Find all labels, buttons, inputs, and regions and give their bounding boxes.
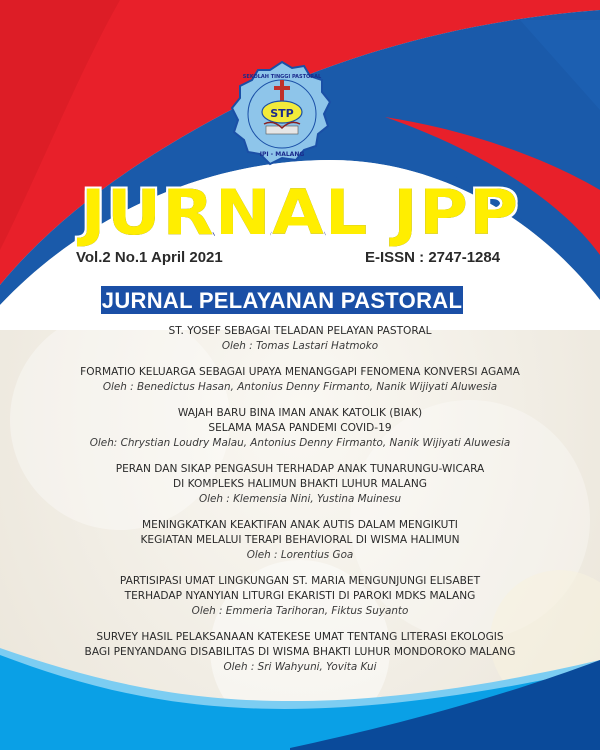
article-title: SELAMA MASA PANDEMI COVID-19 bbox=[208, 422, 392, 434]
journal-title-wrap bbox=[0, 176, 600, 249]
journal-subtitle-banner: JURNAL PELAYANAN PASTORAL bbox=[101, 288, 463, 313]
article-title: KEGIATAN MELALUI TERAPI BEHAVIORAL DI WISMA HALIMUN bbox=[140, 534, 460, 546]
article-item bbox=[0, 462, 600, 506]
article-title: TERHADAP NYANYIAN LITURGI EKARISTI DI PAROKI MDKS MALANG bbox=[124, 590, 476, 602]
article-list bbox=[0, 324, 600, 686]
stp-logo bbox=[230, 60, 334, 170]
logo-top-text: SEKOLAH TINGGI PASTORAL bbox=[242, 74, 322, 80]
article-title: WAJAH BARU BINA IMAN ANAK KATOLIK (BIAK) bbox=[177, 407, 423, 419]
article-author: Oleh : Sri Wahyuni, Yovita Kui bbox=[223, 661, 377, 673]
article-title: FORMATIO KELUARGA SEBAGAI UPAYA MENANGGAPI FENOMENA KONVERSI AGAMA bbox=[80, 366, 520, 378]
logo-center-text: STP bbox=[270, 107, 294, 120]
article-item bbox=[0, 574, 600, 618]
article-item bbox=[0, 406, 600, 450]
article-item bbox=[0, 518, 600, 562]
article-title: BAGI PENYANDANG DISABILITAS DI WISMA BHAKTI LUHUR MONDOROKO MALANG bbox=[84, 646, 516, 658]
article-author: Oleh : Tomas Lastari Hatmoko bbox=[221, 340, 379, 352]
volume-info: Vol.2 No.1 April 2021 bbox=[76, 249, 223, 266]
article-title: PERAN DAN SIKAP PENGASUH TERHADAP ANAK TUNARUNGU-WICARA bbox=[115, 463, 485, 475]
article-author: Oleh: Chrystian Loudry Malau, Antonius Denny Firmanto, Nanik Wijiyati Aluwesia bbox=[89, 437, 511, 449]
article-title: MENINGKATKAN KEAKTIFAN ANAK AUTIS DALAM MENGIKUTI bbox=[142, 519, 458, 531]
article-item bbox=[0, 365, 600, 394]
article-title: DI KOMPLEKS HALIMUN BHAKTI LUHUR MALANG bbox=[172, 478, 427, 490]
article-author: Oleh : Benedictus Hasan, Antonius Denny Firmanto, Nanik Wijiyati Aluwesia bbox=[102, 381, 498, 393]
article-title: SURVEY HASIL PELAKSANAAN KATEKESE UMAT TENTANG LITERASI EKOLOGIS bbox=[96, 631, 504, 643]
article-title: PARTISIPASI UMAT LINGKUNGAN ST. MARIA MENGUNJUNGI ELISABET bbox=[119, 575, 481, 587]
issn-info: E-ISSN : 2747-1284 bbox=[365, 249, 501, 266]
journal-title: JURNAL JPP bbox=[80, 176, 520, 249]
article-title: ST. YOSEF SEBAGAI TELADAN PELAYAN PASTORAL bbox=[168, 325, 432, 337]
article-author: Oleh : Emmeria Tarihoran, Fiktus Suyanto bbox=[191, 605, 409, 617]
article-item bbox=[0, 324, 600, 353]
article-author: Oleh : Klemensia Nini, Yustina Muinesu bbox=[198, 493, 402, 505]
article-author: Oleh : Lorentius Goa bbox=[246, 549, 354, 561]
article-item bbox=[0, 630, 600, 674]
logo-bottom-text: IPI - MALANG bbox=[259, 151, 305, 158]
